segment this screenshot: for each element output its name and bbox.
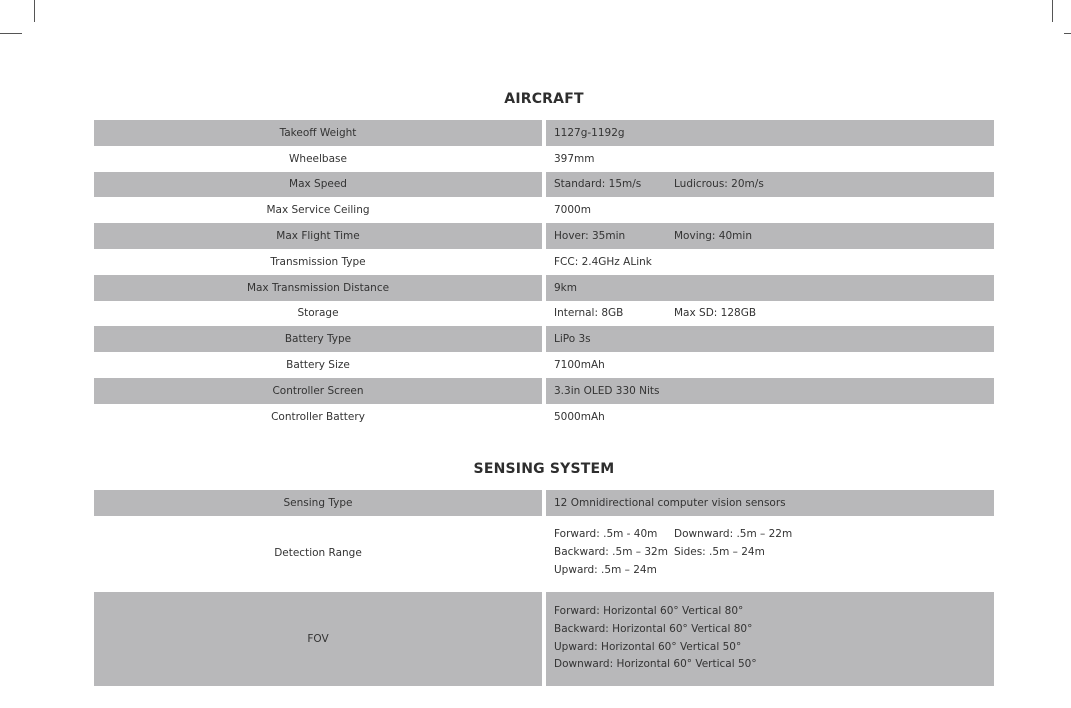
table-row xyxy=(94,352,994,378)
table-row xyxy=(94,275,994,301)
sensing-table xyxy=(94,490,994,686)
range-line xyxy=(554,544,765,562)
table-row xyxy=(94,223,994,249)
row-value xyxy=(546,197,994,223)
table-row xyxy=(94,378,994,404)
value-1: Internal: 8GB xyxy=(554,307,624,320)
row-label: Storage xyxy=(297,307,339,320)
table-row xyxy=(94,120,994,146)
value-1: 1127g-1192g xyxy=(554,126,625,139)
row-value xyxy=(546,146,994,172)
table-row xyxy=(94,197,994,223)
row-label: Max Transmission Distance xyxy=(94,275,542,301)
row-value xyxy=(546,516,994,590)
table-row xyxy=(94,404,994,430)
sensing-title: SENSING SYSTEM xyxy=(473,461,615,477)
value-2: Max SD: 128GB xyxy=(674,307,757,320)
value-1: Forward: .5m - 40m xyxy=(554,528,658,541)
value-1: 397mm xyxy=(554,152,595,165)
table-row xyxy=(94,172,994,198)
row-value xyxy=(546,223,994,249)
range-line xyxy=(554,562,674,580)
row-value: 12 Omnidirectional computer vision sensors xyxy=(546,490,994,516)
table-row xyxy=(94,516,994,590)
value-1: Backward: .5m – 32m xyxy=(554,545,668,558)
table-row xyxy=(94,490,994,516)
table-row xyxy=(94,249,994,275)
value-2: Downward: .5m – 22m xyxy=(674,528,793,541)
aircraft-title: AIRCRAFT xyxy=(504,91,584,107)
row-value xyxy=(546,301,994,327)
crop-mark-top-left-vertical xyxy=(34,0,35,22)
fov-line: Forward: Horizontal 60° Vertical 80° xyxy=(554,605,744,618)
value-1: 7100mAh xyxy=(554,359,605,372)
table-row xyxy=(94,326,994,352)
row-value xyxy=(546,120,994,146)
row-label: Takeoff Weight xyxy=(94,120,542,146)
table-row xyxy=(94,301,994,327)
row-value xyxy=(546,592,994,686)
row-value xyxy=(546,404,994,430)
row-label: Sensing Type xyxy=(94,490,542,516)
row-value xyxy=(546,326,994,352)
row-label: Max Service Ceiling xyxy=(266,204,370,217)
value-2: Sides: .5m – 24m xyxy=(674,545,765,558)
crop-mark-top-left-horizontal xyxy=(0,33,22,34)
row-value xyxy=(546,172,994,198)
range-line xyxy=(554,526,792,544)
value-2: Ludicrous: 20m/s xyxy=(674,178,764,191)
row-label: Transmission Type xyxy=(270,255,366,268)
value-1: 3.3in OLED 330 Nits xyxy=(554,384,660,397)
value-2: Moving: 40min xyxy=(674,230,752,243)
row-value xyxy=(546,249,994,275)
fov-line: Upward: Horizontal 60° Vertical 50° xyxy=(554,640,742,653)
row-label: Max Speed xyxy=(94,172,542,198)
table-row xyxy=(94,592,994,686)
value-1: 5000mAh xyxy=(554,410,605,423)
row-value xyxy=(546,275,994,301)
row-label: Detection Range xyxy=(274,546,362,559)
value-1: Hover: 35min xyxy=(554,230,626,243)
aircraft-table xyxy=(94,120,994,430)
row-value xyxy=(546,352,994,378)
value-1: 7000m xyxy=(554,204,591,217)
row-label: Controller Battery xyxy=(271,410,365,423)
row-label: Max Flight Time xyxy=(94,223,542,249)
row-label: Wheelbase xyxy=(289,152,347,165)
row-label: Controller Screen xyxy=(94,378,542,404)
fov-line: Downward: Horizontal 60° Vertical 50° xyxy=(554,658,757,671)
value-1: 9km xyxy=(554,281,577,294)
value-1: LiPo 3s xyxy=(554,333,591,346)
value-1: Standard: 15m/s xyxy=(554,178,642,191)
row-label: Battery Size xyxy=(286,359,350,372)
row-value xyxy=(546,378,994,404)
value-1: Upward: .5m – 24m xyxy=(554,563,657,576)
crop-mark-top-right-horizontal xyxy=(1064,33,1071,34)
fov-line: Backward: Horizontal 60° Vertical 80° xyxy=(554,623,753,636)
row-label: FOV xyxy=(94,592,542,686)
row-label: Battery Type xyxy=(94,326,542,352)
table-row xyxy=(94,146,994,172)
crop-mark-top-right-vertical xyxy=(1052,0,1053,22)
value-1: FCC: 2.4GHz ALink xyxy=(554,255,652,268)
